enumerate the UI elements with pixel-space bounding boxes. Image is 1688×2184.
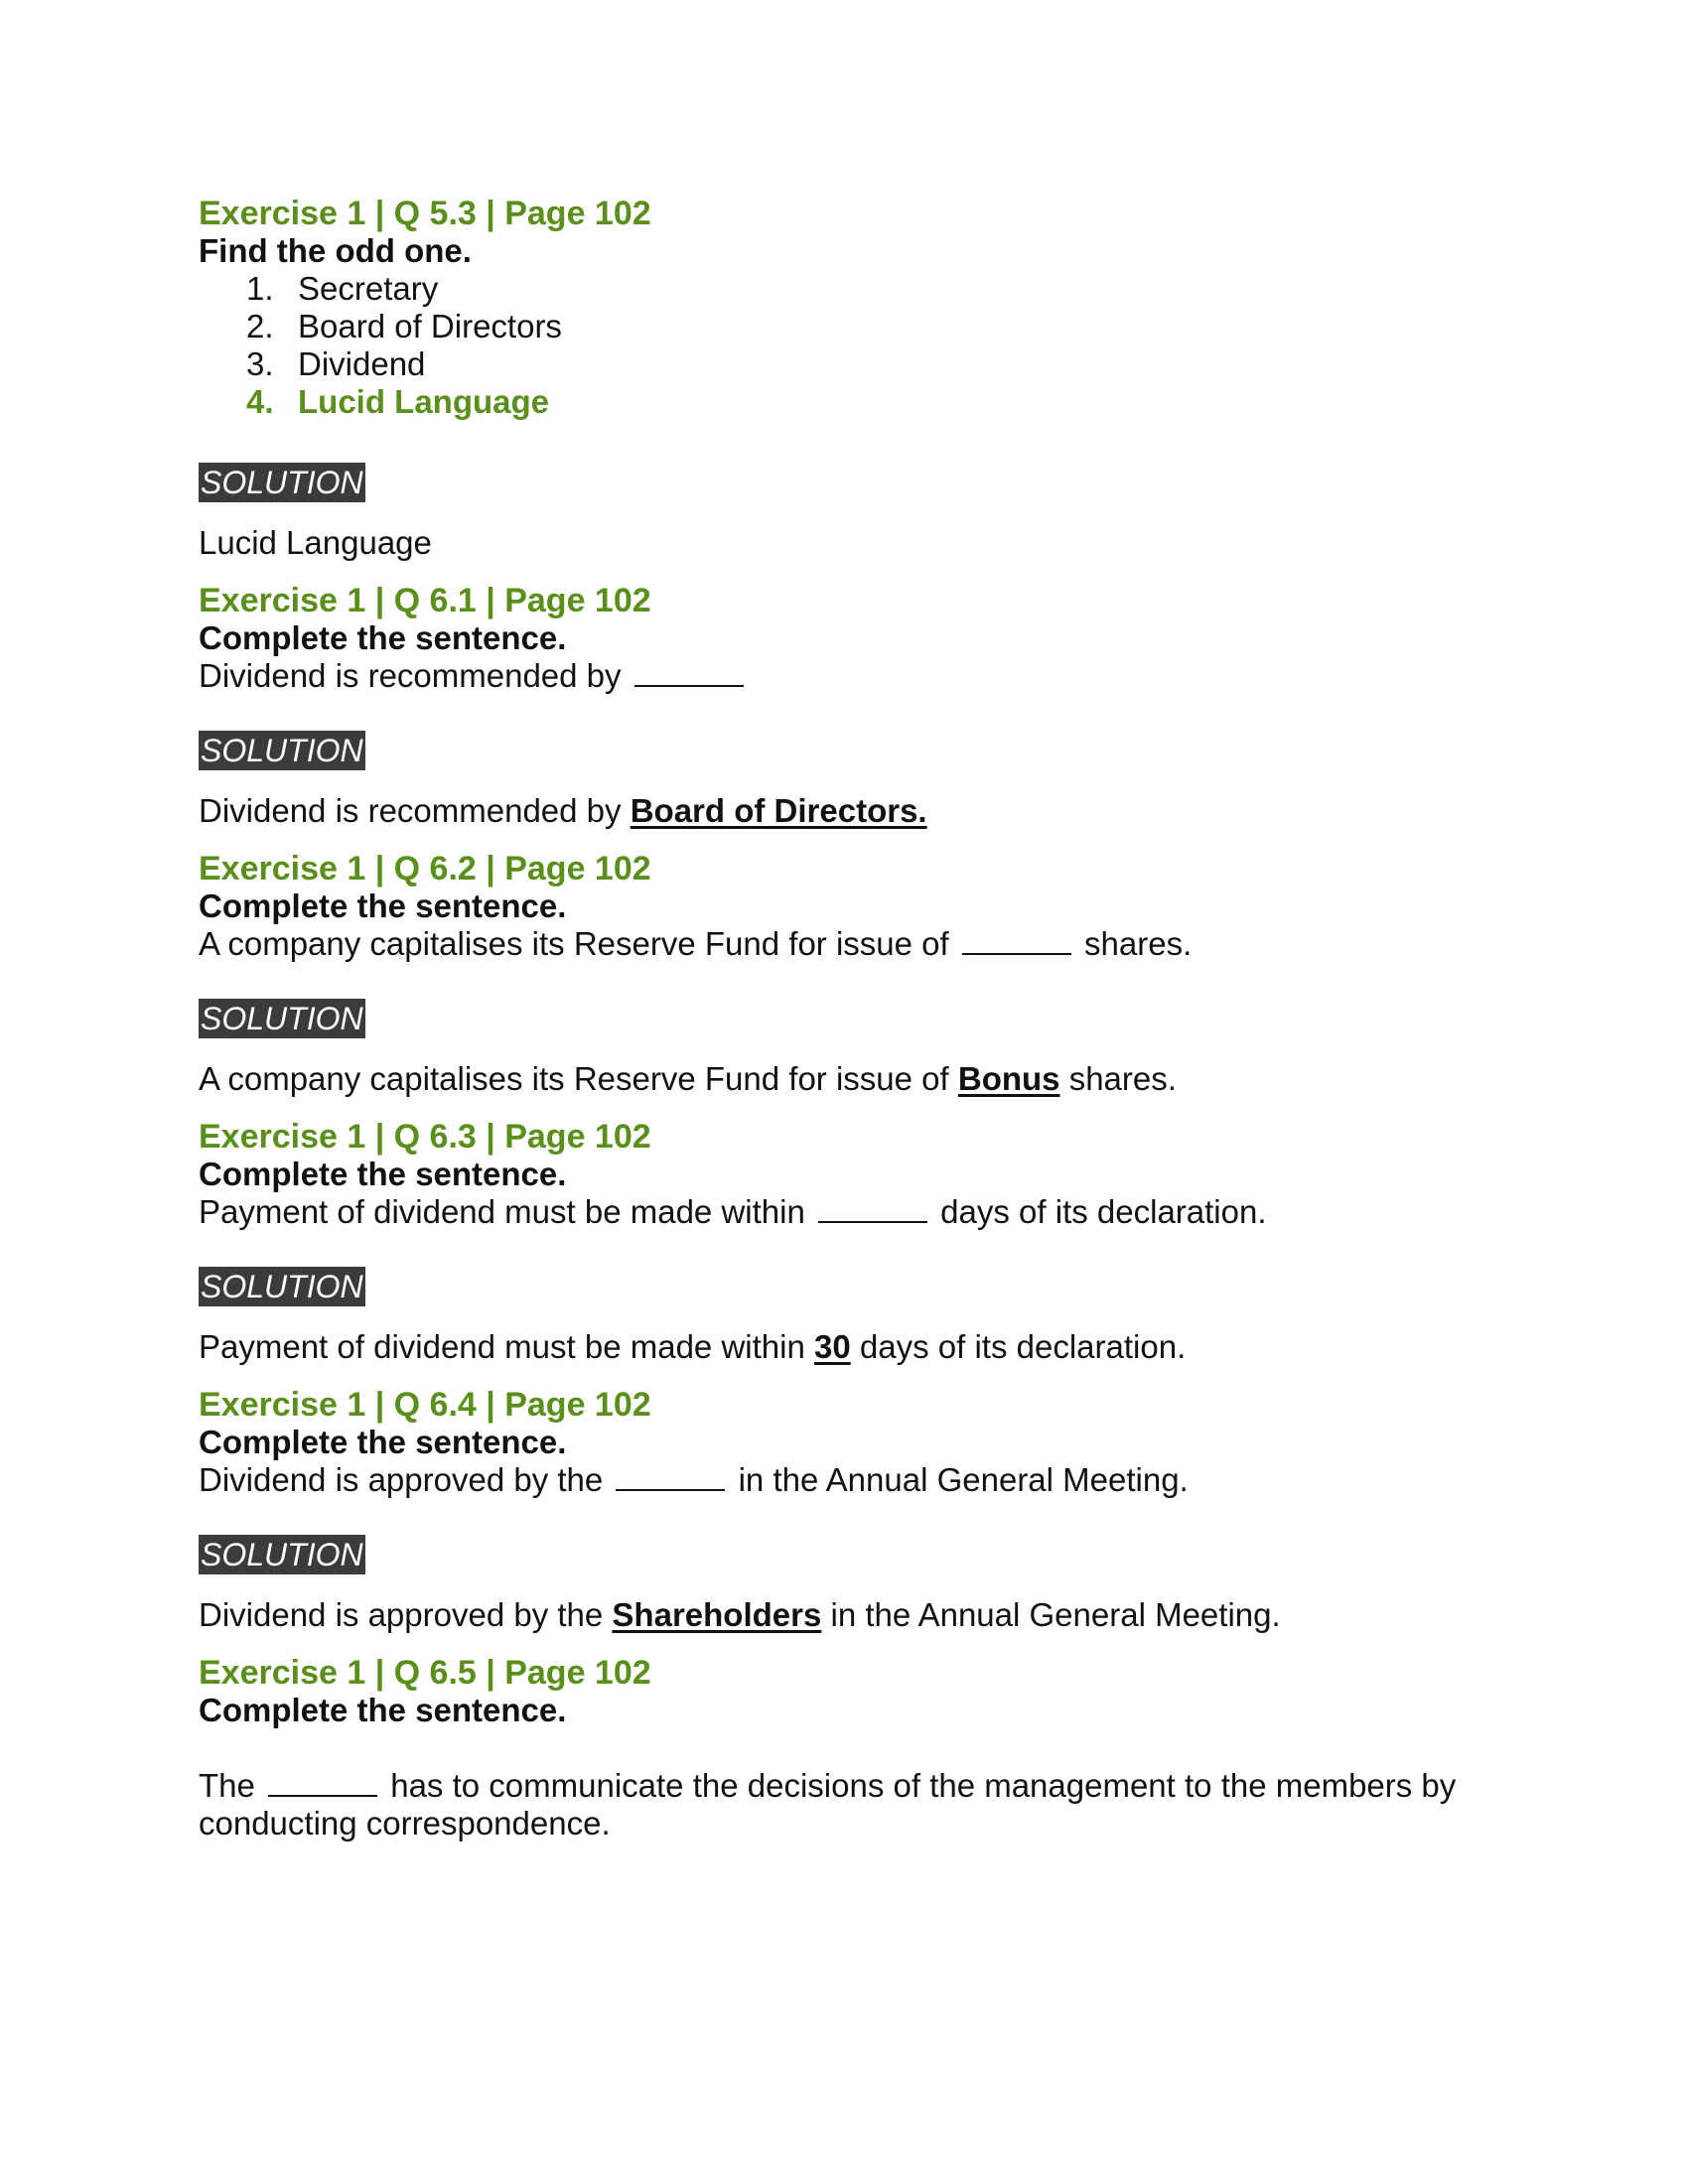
question-heading: Exercise 1 | Q 6.4 | Page 102 — [199, 1386, 651, 1424]
question-prompt: Find the odd one. — [199, 232, 472, 269]
answer-fill: Board of Directors. — [630, 792, 927, 829]
option-item — [246, 270, 1509, 308]
question-text-after: in the Annual General Meeting. — [738, 1461, 1189, 1498]
solution-sentence — [199, 1060, 1509, 1098]
question-text: A company capitalises its Reserve Fund for issue of — [199, 925, 949, 962]
solution-sentence — [199, 1328, 1509, 1366]
question-heading: Exercise 1 | Q 5.3 | Page 102 — [199, 195, 651, 232]
question-sentence — [199, 1193, 1509, 1231]
question-text: Dividend is approved by the — [199, 1461, 604, 1498]
answer-text-after: days of its declaration. — [859, 1328, 1187, 1365]
question-text: Dividend is recommended by — [199, 657, 622, 694]
question-prompt: Complete the sentence. — [199, 1424, 567, 1460]
solution-badge: SOLUTION — [201, 1537, 363, 1572]
option-number: 3. — [246, 345, 274, 382]
question-sentence — [199, 1767, 1509, 1843]
options-list — [199, 270, 1509, 421]
solution-sentence — [199, 1596, 1509, 1634]
option-number: 1. — [246, 270, 274, 307]
blank-line — [616, 1463, 725, 1491]
answer-fill: Bonus — [957, 1060, 1060, 1097]
question-text: The — [199, 1767, 255, 1804]
option-text: Board of Directors — [298, 308, 562, 344]
question-heading: Exercise 1 | Q 6.3 | Page 102 — [199, 1118, 651, 1156]
question-text: Payment of dividend must be made within — [199, 1193, 805, 1230]
question-prompt: Complete the sentence. — [199, 887, 567, 924]
blank-line — [268, 1769, 377, 1797]
question-prompt: Complete the sentence. — [199, 619, 567, 656]
option-text: Dividend — [298, 345, 426, 382]
blank-line — [818, 1195, 927, 1223]
option-text: Secretary — [298, 270, 439, 307]
answer-text-after: in the Annual General Meeting. — [830, 1596, 1281, 1633]
answer-text: Dividend is approved by the — [199, 1596, 604, 1633]
answer-text: Dividend is recommended by — [199, 792, 622, 829]
blank-line — [962, 927, 1071, 955]
answer-text-after: shares. — [1068, 1060, 1177, 1097]
option-item-correct — [246, 383, 1509, 421]
answer-fill: Shareholders — [612, 1596, 822, 1633]
answer-text: A company capitalises its Reserve Fund for issue of — [199, 1060, 949, 1097]
question-text-after: has to communicate the decisions of the management to the members by conducting correspondence. — [199, 1767, 1457, 1842]
solution-badge: SOLUTION — [201, 465, 363, 500]
solution-badge: SOLUTION — [201, 1269, 363, 1304]
solution-badge: SOLUTION — [201, 1001, 363, 1036]
answer-text: Payment of dividend must be made within — [199, 1328, 805, 1365]
question-text-after: days of its declaration. — [940, 1193, 1267, 1230]
question-prompt: Complete the sentence. — [199, 1692, 567, 1728]
solution-badge: SOLUTION — [201, 733, 363, 768]
option-item — [246, 345, 1509, 383]
question-heading: Exercise 1 | Q 6.1 | Page 102 — [199, 582, 651, 619]
answer-fill: 30 — [814, 1328, 851, 1365]
option-number: 2. — [246, 308, 274, 344]
option-text: Lucid Language — [298, 383, 550, 420]
question-text-after: shares. — [1084, 925, 1193, 962]
question-heading: Exercise 1 | Q 6.5 | Page 102 — [199, 1654, 651, 1692]
question-heading: Exercise 1 | Q 6.2 | Page 102 — [199, 850, 651, 887]
solution-answer: Lucid Language — [199, 524, 432, 561]
document-content — [199, 195, 1509, 1843]
option-item — [246, 308, 1509, 345]
question-sentence — [199, 657, 1509, 695]
blank-line — [634, 659, 744, 687]
question-prompt: Complete the sentence. — [199, 1156, 567, 1192]
solution-sentence — [199, 792, 1509, 830]
question-sentence — [199, 1461, 1509, 1499]
option-number: 4. — [246, 383, 274, 420]
question-sentence — [199, 925, 1509, 963]
